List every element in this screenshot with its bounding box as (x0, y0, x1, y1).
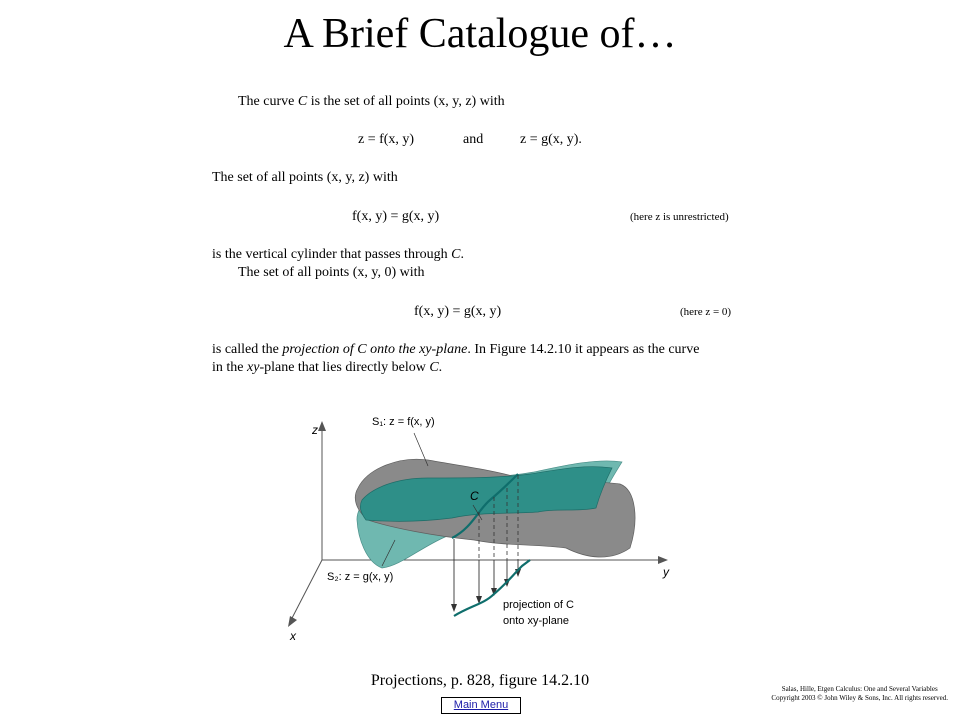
projection-lines (454, 539, 518, 608)
copyright-line-2: Copyright 2003 © John Wiley & Sons, Inc. All rights reserved. (771, 694, 948, 702)
label-curve-c: C (470, 489, 479, 503)
label-projection-line1: projection of C (503, 599, 574, 611)
label-projection-line2: onto xy-plane (503, 615, 570, 627)
x-axis-arrow (288, 616, 297, 627)
paragraph-xy-plane: in the xy-plane that lies directly below C. (212, 360, 443, 375)
equation-z-equals-g: z = g(x, y). (520, 132, 582, 147)
paragraph-cylinder: is the vertical cylinder that passes through C. (212, 247, 464, 262)
y-axis-arrow (658, 556, 668, 564)
label-s2: S₂: z = g(x, y) (327, 571, 394, 583)
z-axis-arrow (318, 421, 326, 431)
copyright-line-1: Salas, Hille, Etgen Calculus: One and Several Variables (781, 685, 938, 693)
label-axis-x: x (290, 629, 296, 643)
main-menu-button[interactable]: Main Menu (441, 697, 521, 714)
equation-and: and (463, 132, 484, 147)
page-title: A Brief Catalogue of… (283, 11, 677, 57)
x-axis (290, 560, 322, 622)
paragraph-curve-definition: The curve C is the set of all points (x, y, z) with (238, 94, 505, 109)
projection-figure (270, 398, 710, 650)
note-z-equals-zero: (here z = 0) (680, 306, 732, 318)
equation-f-equals-g-cylinder: f(x, y) = g(x, y) (352, 209, 440, 224)
label-axis-z: z (312, 423, 318, 437)
note-z-unrestricted: (here z is unrestricted) (630, 211, 729, 223)
copyright-notice (771, 685, 948, 703)
figure-caption: Projections, p. 828, figure 14.2.10 (370, 672, 590, 689)
paragraph-set-xyz: The set of all points (x, y, z) with (212, 170, 398, 185)
equation-z-equals-f: z = f(x, y) (358, 132, 415, 147)
paragraph-projection: is called the projection of C onto the xy-plane. In Figure 14.2.10 it appears as the curve (212, 342, 700, 357)
equation-f-equals-g-projection: f(x, y) = g(x, y) (414, 304, 502, 319)
paragraph-set-xy0: The set of all points (x, y, 0) with (238, 265, 425, 280)
label-s1: S₁: z = f(x, y) (372, 416, 435, 428)
label-axis-y: y (663, 565, 669, 579)
